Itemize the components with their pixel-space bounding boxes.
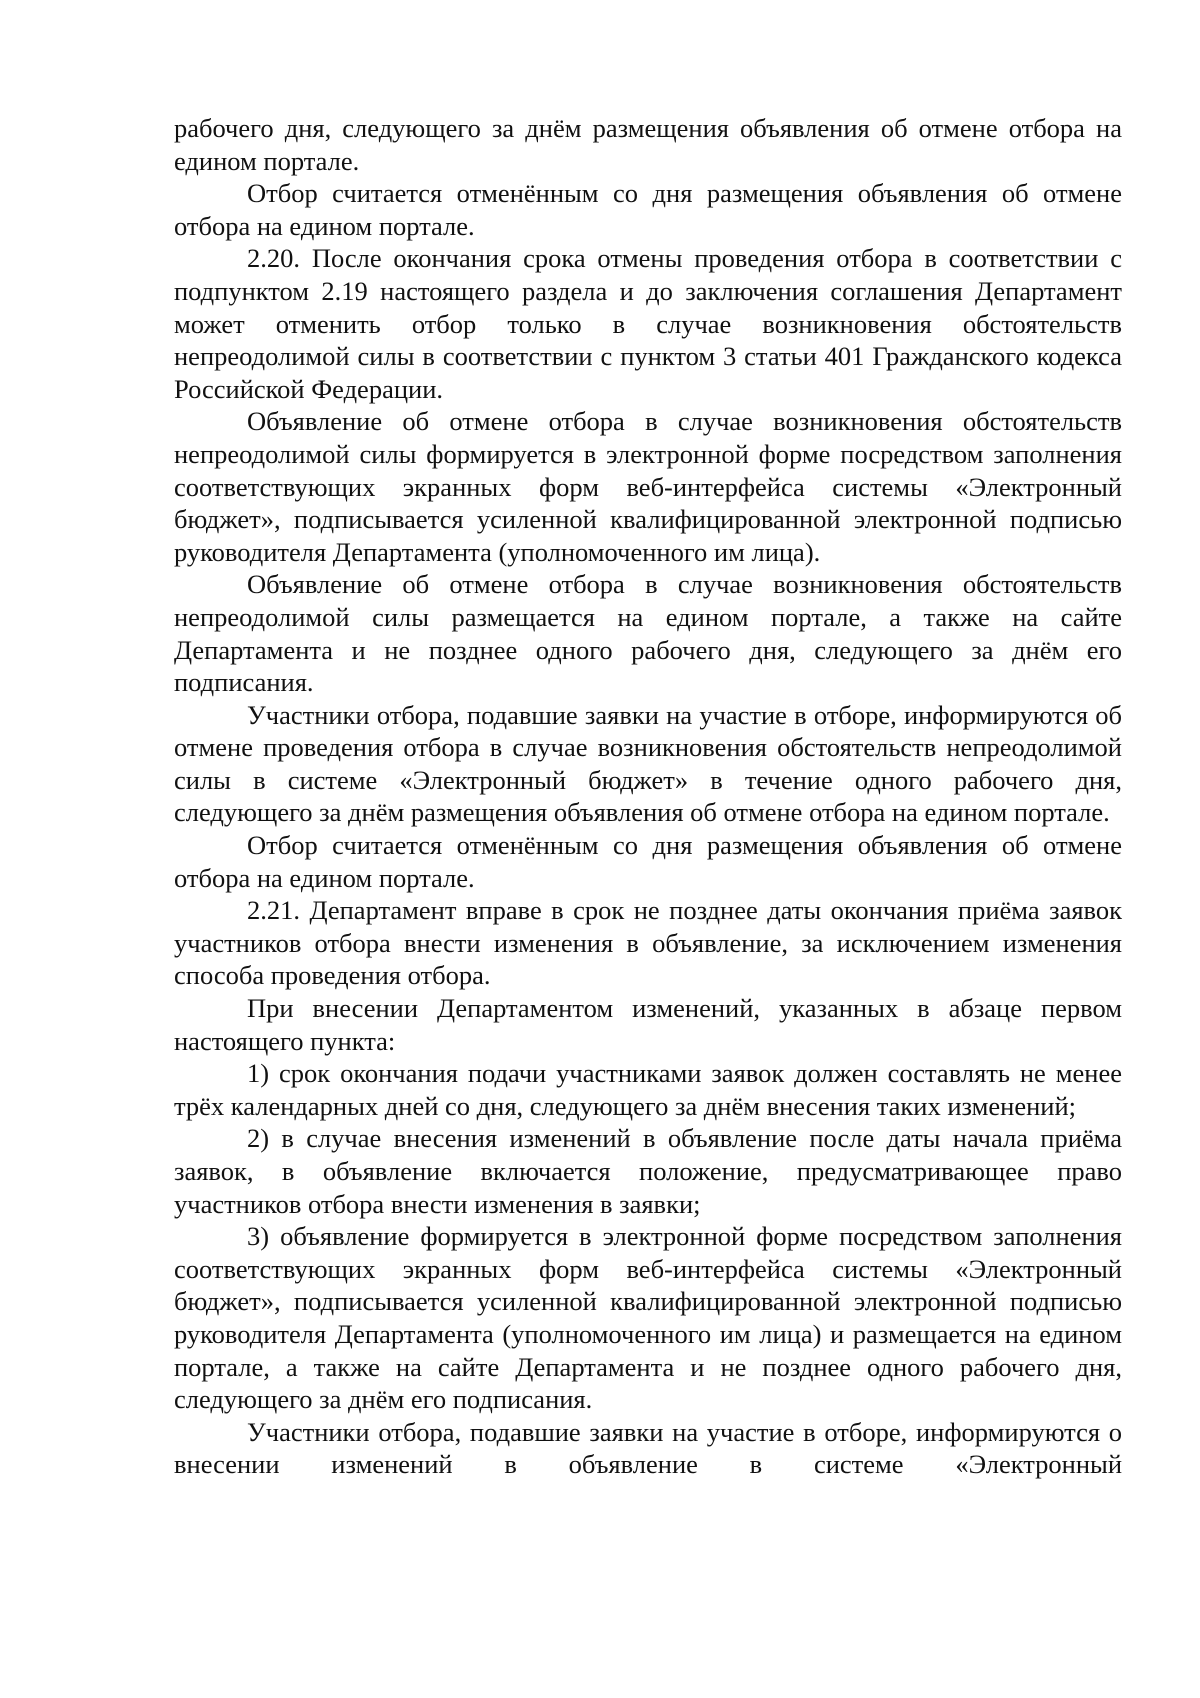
paragraph-3-clause-2-20: 2.20. После окончания срока отмены проведения отбора в соответствии с подпунктом 2.19 настоящего раздела и до заключения соглашения Департамент может отменить отбор только в случае возникновения обстоятельств непреодолимой силы в соответствии с пунктом 3 статьи 401 Гражданского кодекса Российской Федерации.: [174, 243, 1122, 404]
paragraph-6: Участники отбора, подавшие заявки на участие в отборе, информируются об отмене проведения отбора в случае возникновения обстоятельств непреодолимой силы в системе «Электронный бюджет» в течение одного рабочего дня, следующего за днём размещения объявления об отмене отбора на едином портале.: [174, 699, 1122, 828]
paragraph-13: Участники отбора, подавшие заявки на участие в отборе, информируются о внесении изменений в объявление в системе «Электронный: [174, 1416, 1122, 1480]
list-item-2: 2) в случае внесения изменений в объявление после даты начала приёма заявок, в объявление включается положение, предусматривающее право участников отбора внести изменения в заявки;: [174, 1123, 1122, 1219]
list-item-3: 3) объявление формируется в электронной форме посредством заполнения соответствующих экранных форм веб-интерфейса системы «Электронный бюджет», подписывается усиленной квалифицированной электронной подписью руководителя Департамента (уполномоченного им лица) и размещается на едином портале, а также на сайте Департамента и не позднее одного рабочего дня, следующего за днём его подписания.: [174, 1221, 1122, 1415]
paragraph-7: Отбор считается отменённым со дня размещения объявления об отмене отбора на едином портале.: [174, 830, 1122, 893]
paragraph-8-clause-2-21: 2.21. Департамент вправе в срок не позднее даты окончания приёма заявок участников отбора внести изменения в объявление, за исключением изменения способа проведения отбора.: [174, 895, 1122, 991]
paragraph-9: При внесении Департаментом изменений, указанных в абзаце первом настоящего пункта:: [174, 993, 1122, 1056]
paragraph-2: Отбор считается отменённым со дня размещения объявления об отмене отбора на едином портале.: [174, 178, 1122, 241]
document-body: [174, 112, 1122, 1481]
paragraph-1: рабочего дня, следующего за днём размещения объявления об отмене отбора на едином портале.: [174, 113, 1122, 176]
paragraph-5: Объявление об отмене отбора в случае возникновения обстоятельств непреодолимой силы размещается на едином портале, а также на сайте Департамента и не позднее одного рабочего дня, следующего за днём его подписания.: [174, 569, 1122, 698]
paragraph-4: Объявление об отмене отбора в случае возникновения обстоятельств непреодолимой силы формируется в электронной форме посредством заполнения соответствующих экранных форм веб-интерфейса системы «Электронный бюджет», подписывается усиленной квалифицированной электронной подписью руководителя Департамента (уполномоченного им лица).: [174, 406, 1122, 567]
list-item-1: 1) срок окончания подачи участниками заявок должен составлять не менее трёх календарных дней со дня, следующего за днём внесения таких изменений;: [174, 1058, 1122, 1121]
